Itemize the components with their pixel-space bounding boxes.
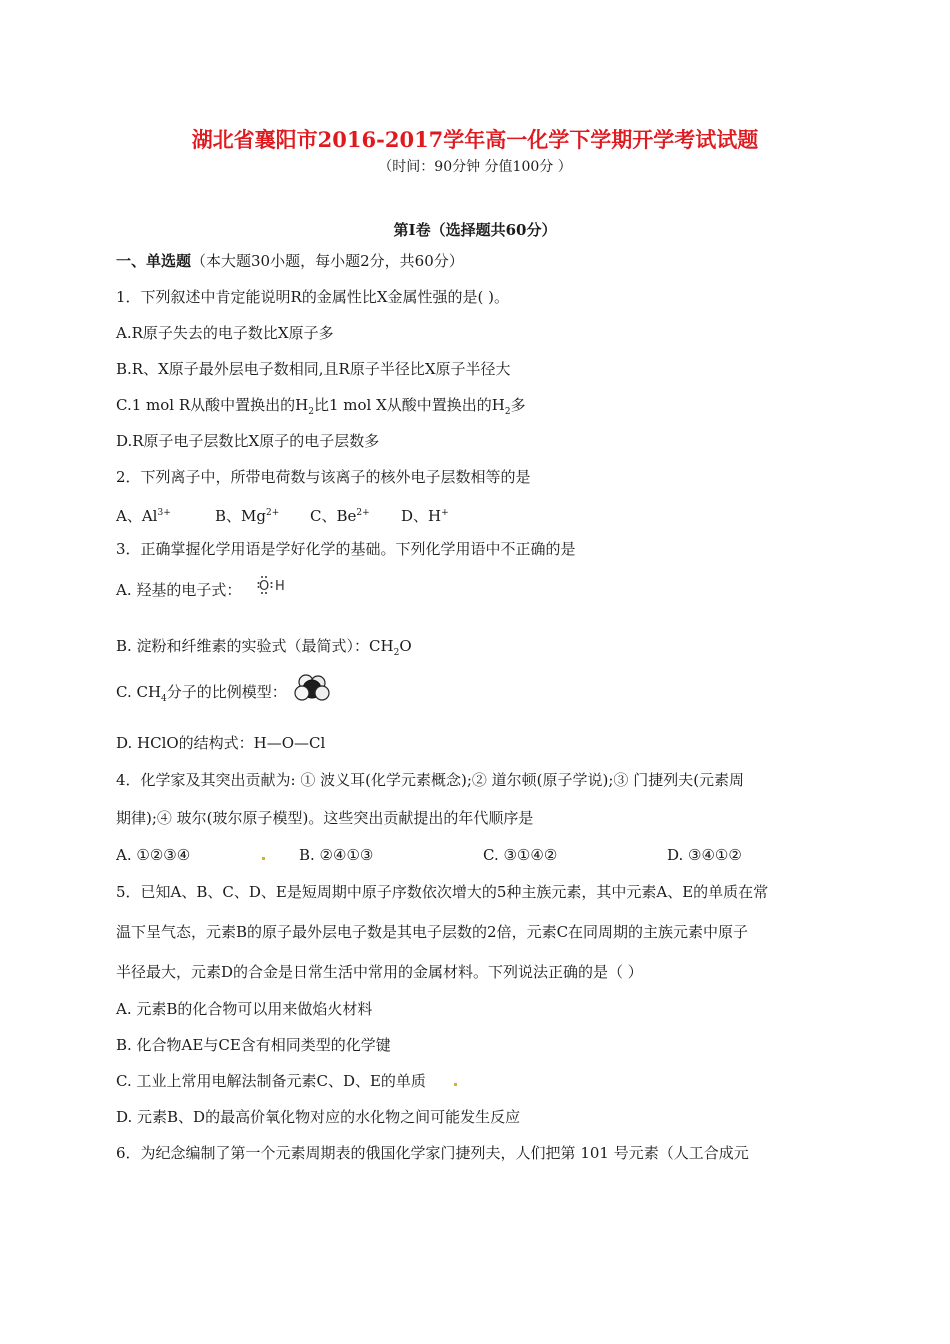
q5-option-b: B. 化合物AE与CE含有相同类型的化学键: [116, 1036, 391, 1054]
q2-d-charge: +: [441, 508, 449, 518]
q4-option-d: D. ③④①②: [667, 846, 742, 864]
q2-b-charge: 2+: [265, 508, 280, 518]
hydroxyl-electron-formula-image: [257, 574, 301, 596]
q1-option-a: A.R原子失去的电子数比X原子多: [116, 324, 334, 342]
part-heading: 一、单选题: [116, 252, 192, 270]
q5-option-d: D. 元素B、D的最高价氧化物对应的水化物之间可能发生反应: [116, 1108, 521, 1126]
q3-b-sub: 2: [393, 648, 400, 658]
page-title: 湖北省襄阳市2016-2017学年高一化学下学期开学考试试题: [191, 127, 759, 152]
q1-option-b: B.R、X原子最外层电子数相同,且R原子半径比X原子半径大: [116, 360, 511, 378]
q5-stem-line1: 5．已知A、B、C、D、E是短周期中原子序数依次增大的5种主族元素，其中元素A、E的单质在常: [116, 883, 769, 901]
part-heading-line: [116, 251, 464, 271]
svg-text:O: O: [259, 579, 270, 594]
q2-a-text: A、Al: [116, 507, 158, 525]
q2-c-text: C、Be: [310, 507, 357, 525]
q1-option-d: D.R原子电子层数比X原子的电子层数多: [116, 432, 380, 450]
q2-option-a: [116, 503, 171, 526]
q6-stem-line1: 6．为纪念编制了第一个元素周期表的俄国化学家门捷列夫，人们把第 101 号元素（人工合成元: [116, 1144, 749, 1162]
q3-stem: 3．正确掌握化学用语是学好化学的基础。下列化学用语中不正确的是: [116, 540, 576, 558]
q2-d-text: D、H: [401, 507, 442, 525]
svg-text:H: H: [275, 579, 285, 594]
q2-a-charge: 3+: [157, 508, 171, 518]
exam-time-info: （时间：90分钟 分值100分 ）: [378, 159, 572, 175]
q3-option-b: [116, 636, 412, 663]
q3-b-post: O: [399, 637, 412, 655]
q2-b-text: B、Mg: [215, 507, 266, 525]
q1-option-c: [116, 395, 526, 422]
q4-option-c: C. ③①④②: [483, 846, 558, 864]
q2-option-c: [310, 503, 370, 526]
part-note: （本大题30小题，每小题2分，共60分）: [191, 252, 464, 270]
q1-stem: 1．下列叙述中肯定能说明R的金属性比X金属性强的是( )。: [116, 288, 509, 306]
q5-option-a: A. 元素B的化合物可以用来做焰火材料: [116, 1000, 373, 1018]
q3-option-d: D. HClO的结构式：H—O—Cl: [116, 734, 326, 752]
q2-stem: 2．下列离子中，所带电荷数与该离子的核外电子层数相等的是: [116, 468, 531, 486]
q3-option-a: A. 羟基的电子式：: [116, 581, 242, 599]
q1-c-pre: C.1 mol R从酸中置换出的H: [116, 396, 309, 414]
q2-c-charge: 2+: [356, 508, 370, 518]
scan-mark: [262, 857, 265, 860]
q3-option-c: [116, 682, 287, 709]
q4-stem-line1: 4．化学家及其突出贡献为: ① 波义耳(化学元素概念);② 道尔顿(原子学说);③ 门捷列夫(元素周: [116, 771, 745, 789]
q5-stem-line3: 半径最大，元素D的合金是日常生活中常用的金属材料。下列说法正确的是（ ）: [116, 963, 643, 981]
q1-c-sub2: 2: [504, 407, 511, 417]
scan-mark: [454, 1083, 457, 1086]
ch4-space-filling-model-icon: [292, 673, 332, 703]
q4-option-a: A. ①②③④: [116, 846, 191, 864]
q4-option-b: B. ②④①③: [299, 846, 374, 864]
q1-c-sub1: 2: [308, 407, 314, 417]
q5-option-c: C. 工业上常用电解法制备元素C、D、E的单质: [116, 1072, 426, 1090]
q2-option-b: [215, 503, 279, 526]
q3-c-post: 分子的比例模型：: [166, 683, 287, 701]
q1-c-mid: 比1 mol X从酸中置换出的H: [313, 396, 505, 414]
q3-c-pre: C. CH: [116, 683, 162, 701]
q4-stem-line2: 期律);④ 玻尔(玻尔原子模型)。这些突出贡献提出的年代顺序是: [116, 809, 534, 827]
q5-stem-line2: 温下呈气态，元素B的原子最外层电子数是其电子层数的2倍，元素C在同周期的主族元素中原子: [116, 923, 749, 941]
q3-b-pre: B. 淀粉和纤维素的实验式（最简式）：CH: [116, 637, 394, 655]
q1-c-post: 多: [510, 396, 526, 414]
q3-c-sub: 4: [161, 694, 167, 704]
section-title: 第Ⅰ卷（选择题共60分）: [393, 221, 557, 239]
q2-option-d: [401, 503, 449, 526]
